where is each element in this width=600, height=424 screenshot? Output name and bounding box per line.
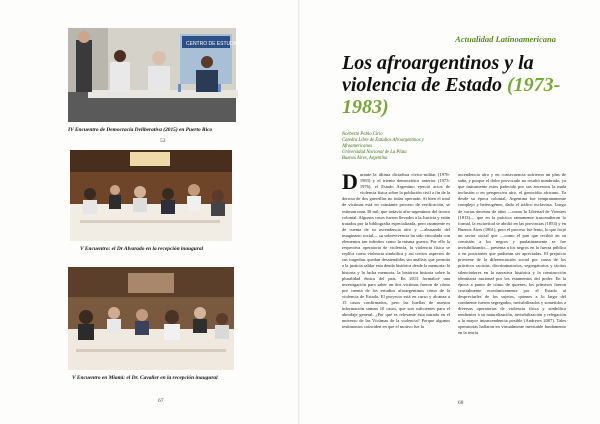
author-affiliation-2: Afroamericanos [342, 144, 373, 149]
banner-text: CENTRO DE ESTUDIOS [186, 41, 243, 47]
column-2-text: ascendencia afro y en consecuencia sufrieron un plus de saña, y porque el dolor provocado no resultó nombrado, ya que únicamente estos padecido por sus ancestros la mala inclusión o en perspectiva afro, el genocidio africano. Ya desde su época colonial, Argentina fue tempranamente complejo y heterogéneo, dado el tráfico esclavista. Luego de varias decenas de años —como la Libertad de Vientres (1813)— que en la práctica ramamente trascendieron lo formal, la esclavitud se abolió en las provincias (1853) y en Buenos Aires (1861), pero el proceso fue lento, lo que forjó un sector social que —como el pan que recibió en su comisión a los negros y paulatinamente se fue invisibilizando— presenta a los negros en la fuerza pública o en posiciones que pudieran ser apreciadas. El prejuicio proviene de la diferenciación social por causa de los prácticos racistas, discriminatorios, segregatorios y tácitos silenciadores en la narrativa histórica y la construcción identitaria nacional por los estamentos del poder. En la época a punto de cómo de quienes, los primeros fueron crucialmente económicamente por el Estado al despreciarles de los sujetos, quienes a lo largo del continente fueron segregados, invisibilizados y sometidos a diversas operatorias de violencia física y simbólica tendientes a su naturalización, invisibilización y relegación a la mayor intrascendencia posible (Andrews 2007). Tales operatorias hallaron en virtualmente inevitable fundamento en la teoría [458, 172, 566, 336]
photo-caption-1: IV Encuentro de Democracia Deliberativa (2015) en Puerto Rico [68, 127, 213, 133]
reception-photo-alvarado [70, 150, 232, 241]
article-title [342, 52, 572, 118]
photo-caption-3: V Encuentro en Miami: el Dr. Cavalier en la recepción inaugural [72, 375, 218, 381]
drop-cap: D [342, 169, 358, 194]
author-name: Norberto Pablo Cirio [342, 132, 383, 137]
column-1-text: urante la última dictadura cívico-militar (1976-1983) y el trienio democrático anterior (1973-1976), el Estado Argentino ejerció actos de violencia física sobre la población civil a fin de la derrota de dos guerrillas no todas operarán. Si bien el total de víctimas está en constante proceso de verificación, se estiman unas 30 mil, que todavía afro-argentinos del tronco colonial. Algunos casos fueron llevados a la Justicia y están tratados por la bibliografía especializada, pero raramente es de cuenta de su ascendencia afro y —abusando del imaginario social— su sobrevivencia ha sido vinculada con elementos tan infinitos como la misma guerra. Por ello la respectiva operatoria de violencia, la violencia física se replica como violencia simbólica y así ciertos aspectos de sus tragedias quedan desatendidos sin análisis que permita a la justicia saldar esta deuda histórica desde la memoria: la historia y la lucha memoria, la histórica historia sobre la pluralidad étnica del país. En 2013 formalicé una investigación para saber un dos víctimas fueron de cómo por cuenta de los estudios afroargentinos cómo de la violencia de Estado. El proyecto está en curso y alcanza a 15 casos confirmados, pero las huellas de nuestra información suman 10 casos, que son suficientes para el abordaje general. ¿Por qué es relevante esta mirada en el universo de las Víctimas de la violencia? Porque algunos testimonios coinciden en que el motivo fue la [342, 172, 450, 330]
article-column-1 [342, 169, 450, 330]
author-block [342, 132, 462, 162]
reception-photo-cavalier [68, 267, 234, 370]
section-header: Actualidad Latinoamericana [455, 34, 556, 44]
page-number-53: 53 [160, 138, 166, 144]
author-university: Universidad Nacional de La Plata [342, 150, 407, 155]
article-column-2 [458, 172, 566, 337]
title-main: Los afroargentinos y la violencia de Estado [342, 52, 534, 96]
author-affiliation-1: Cátedra Libre de Estudios Afroargentinos y [342, 138, 424, 143]
conference-panel-photo [68, 28, 243, 122]
reception-illustration-1 [70, 150, 232, 241]
conference-panel-illustration [68, 28, 243, 122]
reception-illustration-2 [68, 267, 234, 370]
title-years: (1973-1983) [342, 74, 561, 118]
page-number-68: 68 [458, 400, 464, 406]
photo-caption-2: V Encuentro: el Dr Alvarado en la recepción inaugural [80, 246, 204, 252]
page-number-67: 67 [158, 398, 164, 404]
author-location: Buenos Aires, Argentina [342, 156, 388, 161]
